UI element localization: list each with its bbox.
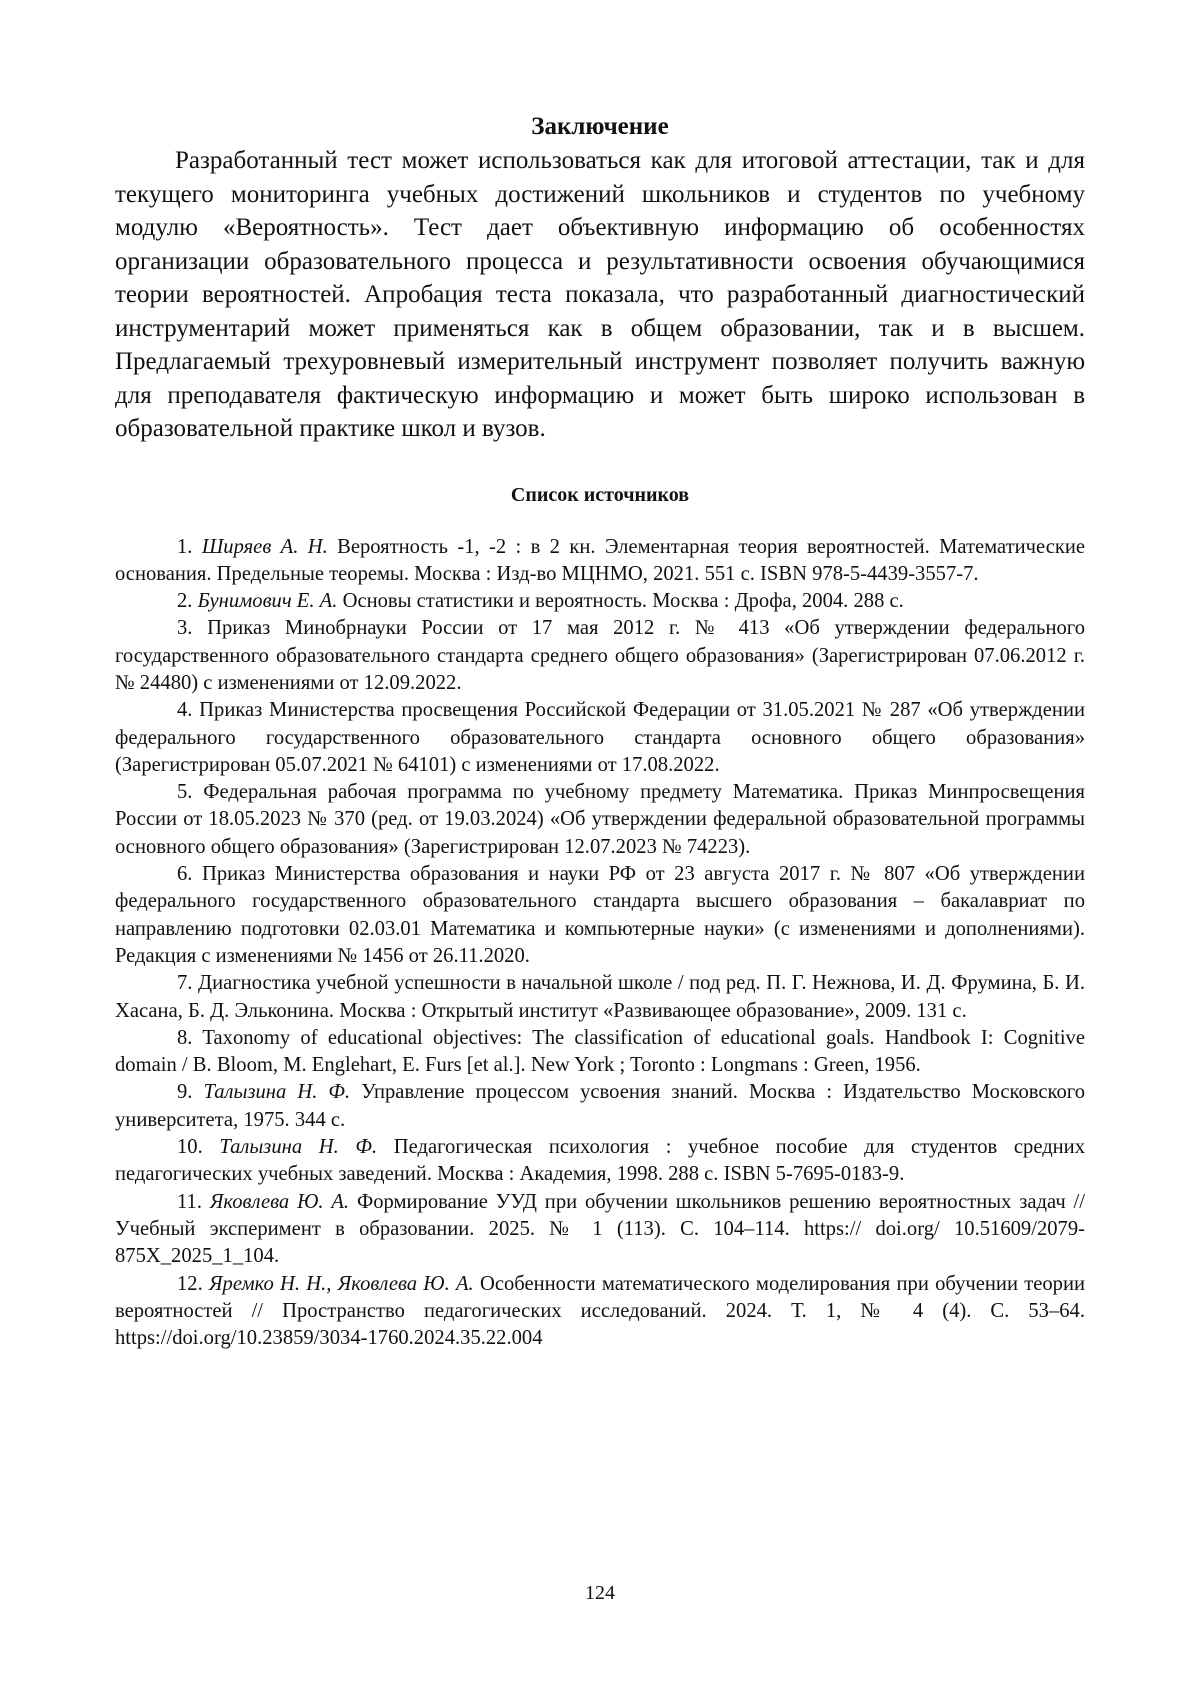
reference-text: Основы статистики и вероятность. Москва : Дрофа, 2004. 288 с.	[337, 590, 904, 613]
reference-authors: Талызина Н. Ф.	[203, 1081, 351, 1104]
reference-text: Приказ Министерства образования и науки РФ от 23 августа 2017 г. № 807 «Об утверждении федерального государственного образовательного стандарта высшего образования – бакалавриат по направлению подготовки 02.03.01 Математика и компьютерные науки» (с изменениями и дополнениями). Редакция с изменениями № 1456 от 26.11.2020.	[115, 863, 1085, 967]
reference-item	[115, 779, 1085, 861]
reference-number: 11.	[177, 1190, 202, 1213]
reference-text: Приказ Министерства просвещения Российской Федерации от 31.05.2021 № 287 «Об утверждении федерального государственного образовательного стандарта основного общего образования» (Зарегистрирован 05.07.2021 № 64101) с изменениями от 17.08.2022.	[115, 699, 1085, 776]
reference-number: 5.	[177, 781, 193, 804]
reference-item	[115, 1189, 1085, 1271]
reference-item	[115, 1079, 1085, 1134]
reference-authors: Бунимович Е. А.	[197, 590, 338, 613]
reference-text: Формирование УУД при обучении школьников решению вероятностных задач // Учебный эксперимент в образовании. 2025. № 1 (113). С. 104–114. https:// doi.org/ 10.51609/2079-875X_2025_1_104.	[115, 1190, 1086, 1268]
reference-item	[115, 861, 1085, 970]
reference-text: Диагностика учебной успешности в начальной школе / под ред. П. Г. Нежнова, И. Д. Фрумина, Б. И. Хасана, Б. Д. Эльконина. Москва : Открытый институт «Развивающее образование», 2009. 131 с.	[115, 972, 1085, 1022]
reference-item	[115, 970, 1085, 1025]
reference-item	[115, 534, 1085, 589]
reference-authors: Талызина Н. Ф.	[219, 1136, 378, 1159]
reference-number: 2.	[177, 590, 193, 613]
reference-text: Педагогическая психология : учебное пособие для студентов средних педагогических учебных заведений. Москва : Академия, 1998. 288 с. ISBN 5-7695-0183-9.	[115, 1136, 1086, 1186]
reference-number: 3.	[177, 617, 193, 640]
reference-item	[115, 697, 1085, 779]
reference-number: 4.	[177, 699, 193, 722]
reference-text: Управление процессом усвоения знаний. Москва : Издательство Московского университета, 1975. 344 с.	[115, 1081, 1085, 1131]
page-content	[115, 112, 1085, 1352]
reference-number: 1.	[177, 535, 193, 558]
reference-item	[115, 615, 1085, 697]
reference-number: 8.	[177, 1026, 193, 1049]
conclusion-paragraph: Разработанный тест может использоваться как для итоговой аттестации, так и для текущего мониторинга учебных достижений школьников и студентов по учебному модулю «Вероятность». Тест дает объективную информацию об особенностях организации образовательного процесса и результативности освоения обучающимися теории вероятностей. Апробация теста показала, что разработанный диагностический инструментарий может применяться как в общем образовании, так и в высшем. Предлагаемый трехуровневый измерительный инструмент позволяет получить важную для преподавателя фактическую информацию и может быть широко использован в образовательной практике школ и вузов.	[115, 147, 1085, 442]
reference-number: 12.	[177, 1272, 203, 1295]
reference-item	[115, 1134, 1085, 1189]
sources-title: Список источников	[510, 483, 690, 506]
reference-item	[115, 1271, 1085, 1353]
reference-number: 7.	[177, 972, 193, 995]
reference-item	[115, 1025, 1085, 1080]
reference-text: Особенности математического моделирования при обучении теории вероятностей // Пространство педагогических исследований. 2024. Т. 1, № 4 (4). С. 53–64. https://doi.org/10.23859/3034-1760.2024.35.22.004	[115, 1272, 1085, 1350]
reference-item	[115, 588, 1085, 615]
reference-text: Федеральная рабочая программа по учебному предмету Математика. Приказ Минпросвещения России от 18.05.2023 № 370 (ред. от 19.03.2024) «Об утверждении федеральной образовательной программы основного общего образования» (Зарегистрирован 12.07.2023 № 74223).	[115, 781, 1085, 858]
reference-authors: Яремко Н. Н., Яковлева Ю. А.	[209, 1272, 474, 1295]
reference-number: 10.	[177, 1136, 203, 1159]
reference-list	[115, 534, 1085, 1353]
reference-authors: Ширяев А. Н.	[201, 535, 328, 558]
reference-text: Taxonomy of educational objectives: The classification of educational goals. Handbook I: Cognitive domain / B. Bloom, M. Englehart, E. Furs [et al.]. New York ; Toronto : Longmans : Green, 1956.	[115, 1026, 1085, 1077]
reference-authors: Яковлева Ю. А.	[209, 1190, 350, 1213]
page-number: 124	[585, 1582, 615, 1604]
reference-text: Вероятность -1, -2 : в 2 кн. Элементарная теория вероятностей. Математические основания. Предельные теоремы. Москва : Изд-во МЦНМО, 2021. 551 с. ISBN 978-5-4439-3557-7.	[115, 535, 1086, 585]
conclusion-title: Заключение	[531, 113, 669, 140]
reference-number: 6.	[177, 863, 193, 886]
reference-number: 9.	[177, 1081, 193, 1104]
reference-text: Приказ Минобрнауки России от 17 мая 2012 г. № 413 «Об утверждении федерального государственного образовательного стандарта среднего общего образования» (Зарегистрирован 07.06.2012 г. № 24480) с изменениями от 12.09.2022.	[115, 617, 1085, 694]
